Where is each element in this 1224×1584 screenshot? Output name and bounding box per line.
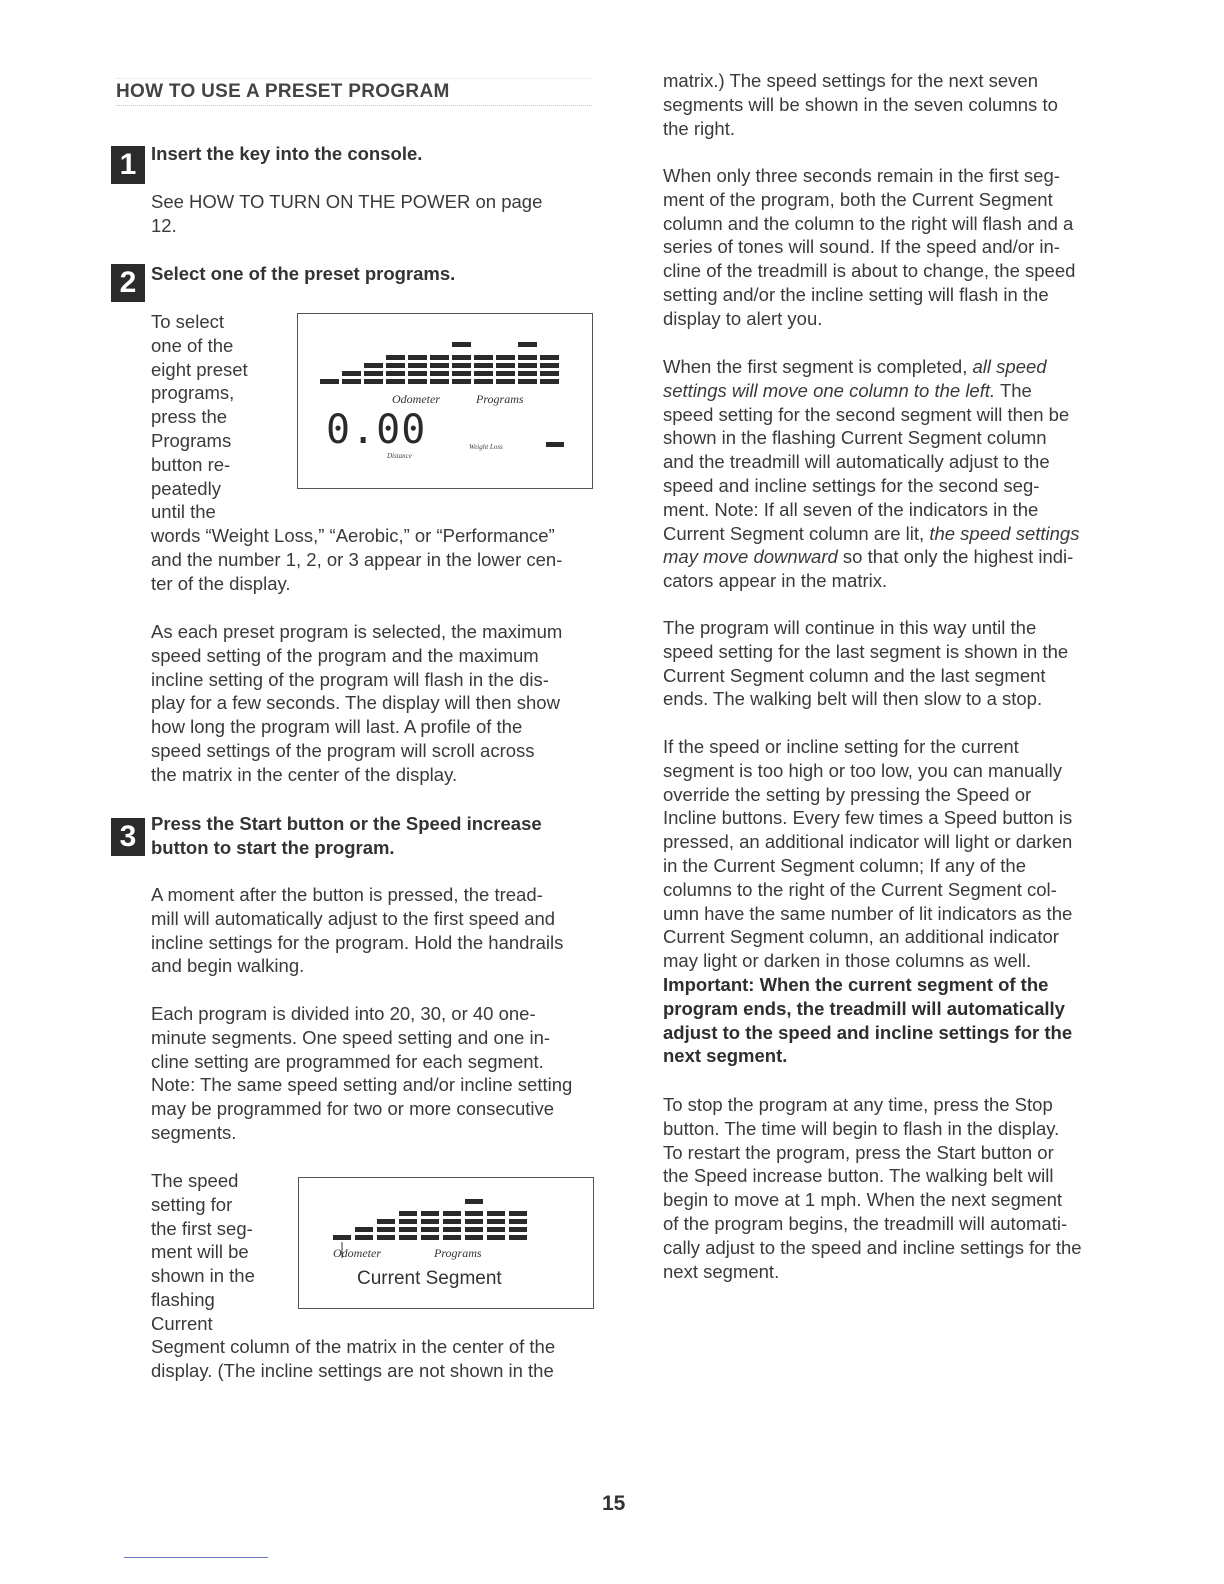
footer-rule <box>124 1557 268 1558</box>
distance-digits: 0.00 <box>326 407 427 453</box>
display-matrix-1 <box>298 314 592 394</box>
odometer-label-2: Odometer <box>333 1246 381 1260</box>
right-paragraph-5: If the speed or incline setting for the current segment is too high or too low, you can manually override the setting by pressing the Speed or Incline buttons. Every few times a Speed button is pressed, an additional indicator will light or darken in the Current Segment column; If any of the columns to the right of the Current Segment col- umn have the same number of lit indicators as the Current Segment column, an additional indicator may light or darken in those columns as well. Important: When the current segment of the program ends, the treadmill will automatically adjust to the speed and incline settings for the next segment. <box>663 736 1073 1067</box>
step-2-text-rest: words “Weight Loss,” “Aerobic,” or “Performance” and the number 1, 2, or 3 appear in the lower cen- ter of the display. <box>151 525 563 594</box>
step-3-badge: 3 <box>111 818 145 856</box>
right-paragraph-2: When only three seconds remain in the first seg- ment of the program, both the Current Segment column and the column to the right will flash and a series of tones will sound. If the speed and/or in- cline of the treadmill is about to change, the speed setting and/or the incline setting will flash in the display to alert you. <box>663 165 1076 329</box>
right-paragraph-6: To stop the program at any time, press the Stop button. The time will begin to flash in the display. To restart the program, press the Start button or the Speed increase button. The walking belt will begin to move at 1 mph. When the next segment of the program begins, the treadmill will automati- cally adjust to the speed and incline settings for the next segment. <box>663 1094 1082 1282</box>
step-1-badge: 1 <box>111 146 145 184</box>
console-display-programs <box>297 313 593 489</box>
weight-loss-label: Weight Loss <box>469 443 503 451</box>
step-2-wrap-text: To select one of the eight preset programs, press the Programs button re- peatedly until the <box>151 311 248 523</box>
step-2-title: Select one of the preset programs. <box>151 263 456 284</box>
step-2-paragraph-2: As each preset program is selected, the maximum speed setting of the program and the maximum incline setting of the program will flash in the dis- play for a few seconds. The display will then show how long the program will last. A profile of the speed settings of the program will scroll across the matrix in the center of the display. <box>151 621 563 785</box>
programs-label: Programs <box>476 392 524 406</box>
odometer-label: Odometer <box>392 392 440 406</box>
program-indicator-bar <box>546 442 564 447</box>
console-display-current-segment <box>298 1177 594 1309</box>
programs-label-2: Programs <box>434 1246 482 1260</box>
step-1-text: See HOW TO TURN ON THE POWER on page 12. <box>151 191 543 236</box>
section-heading <box>116 78 592 106</box>
important-note: Important: When the current segment of the program ends, the treadmill will automatically adjust to the speed and incline settings for the next segment. <box>663 973 1073 1067</box>
step-2-badge: 2 <box>111 264 145 302</box>
step-3-text-rest: Segment column of the matrix in the center of the display. (The incline settings are not shown in the <box>151 1336 556 1381</box>
step-3-paragraph-2: Each program is divided into 20, 30, or 40 one- minute segments. One speed setting and one in- cline setting are programmed for each segment. Note: The same speed setting and/or incline setting may be programmed for two or more consecutive segments. <box>151 1003 573 1143</box>
right-paragraph-1: matrix.) The speed settings for the next seven segments will be shown in the seven columns to the right. <box>663 70 1058 139</box>
distance-label: Distance <box>387 452 412 460</box>
step-3-title: Press the Start button or the Speed increase button to start the program. <box>151 813 542 858</box>
current-segment-callout: Current Segment <box>357 1268 502 1289</box>
page-number: 15 <box>602 1492 626 1515</box>
right-paragraph-3: When the first segment is completed, all speed settings will move one column to the left. The speed setting for the second segment will then be shown in the flashing Current Segment column and the treadmill will automatically adjust to the speed and incline settings for the second seg- ment. Note: If all seven of the indicators in the Current Segment column are lit, the speed settings may move downward so that only the highest indi- cators appear in the matrix. <box>663 356 1080 592</box>
right-paragraph-4: The program will continue in this way until the speed setting for the last segment is shown in the Current Segment column and the last segment ends. The walking belt will then slow to a stop. <box>663 617 1069 710</box>
section-heading-text: HOW TO USE A PRESET PROGRAM <box>116 81 450 102</box>
step-1-title: Insert the key into the console. <box>151 143 423 164</box>
step-3-wrap-text: The speed setting for the first seg- ment will be shown in the flashing Current <box>151 1170 255 1334</box>
step-3-paragraph-1: A moment after the button is pressed, the tread- mill will automatically adjust to the first speed and incline settings for the program. Hold the handrails and begin walking. <box>151 884 564 977</box>
